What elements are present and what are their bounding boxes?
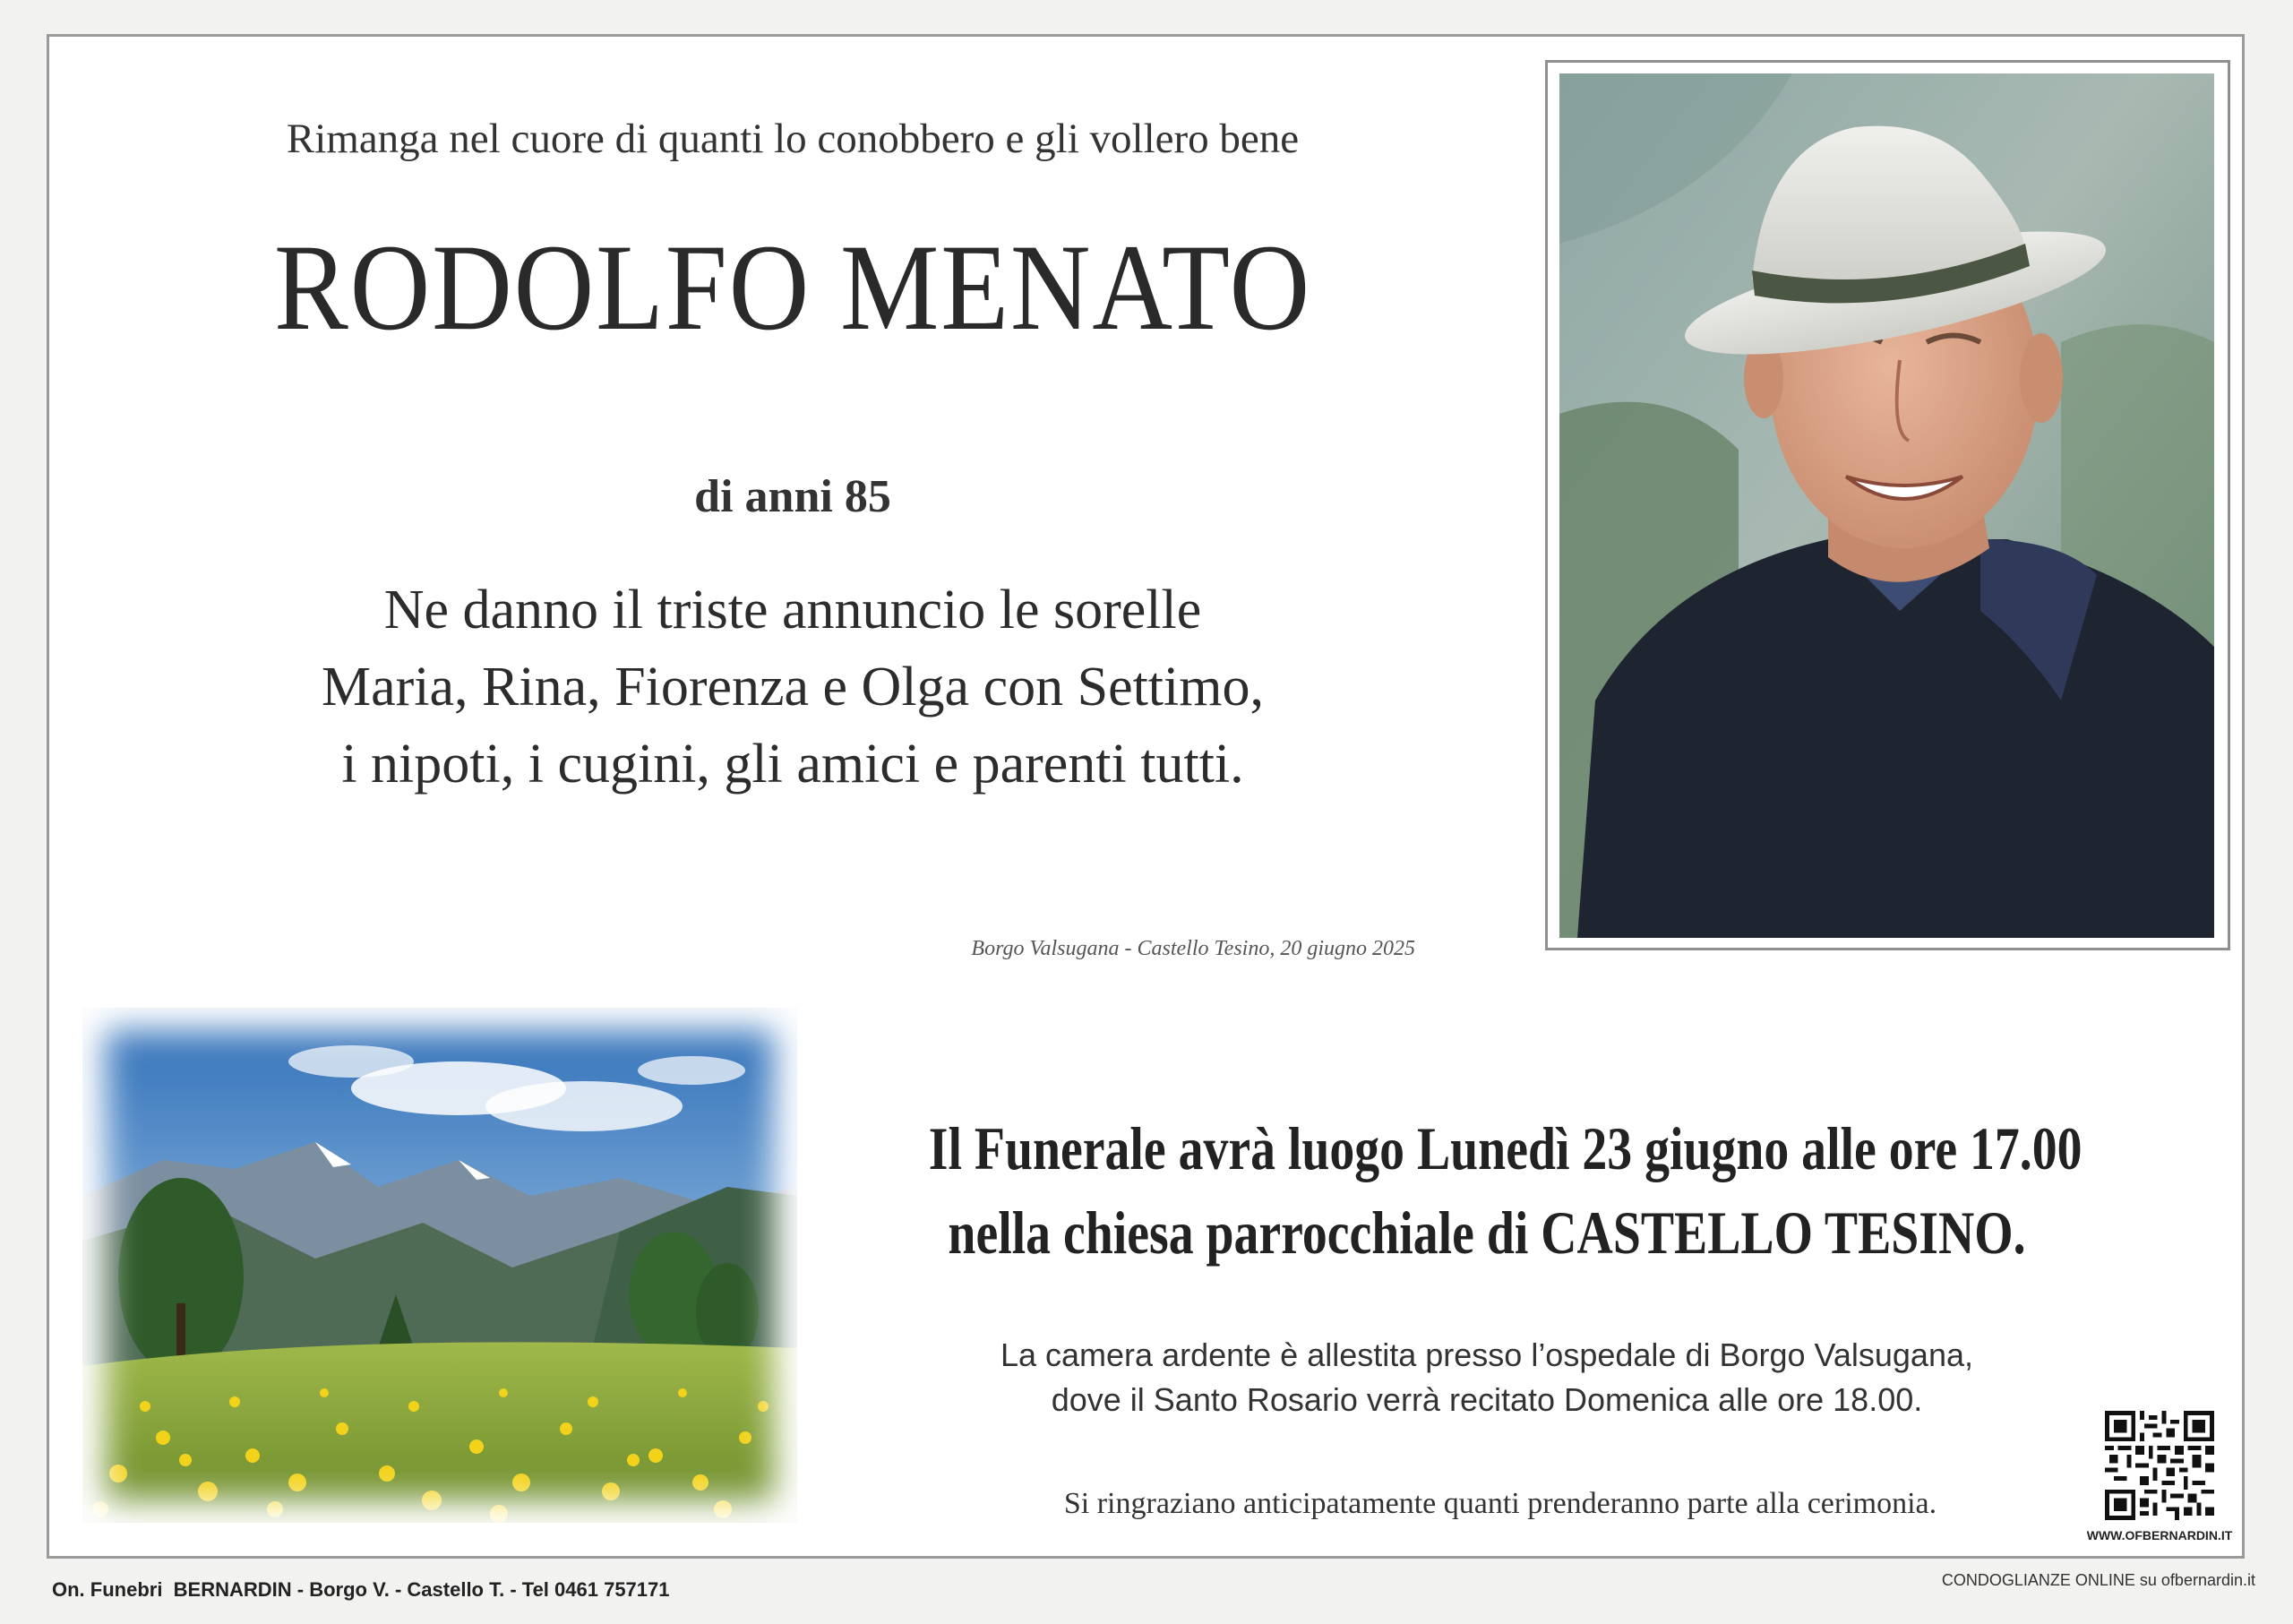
announcement-line: Maria, Rina, Fiorenza e Olga con Settimo, (321, 657, 1264, 717)
thanks-note: Si ringraziano anticipatamente quanti prenderanno parte alla cerimonia. (1063, 1487, 1937, 1520)
chapel-line: dove il Santo Rosario verrà recitato Domenica alle ore 18.00. (1051, 1381, 1923, 1418)
landscape-photo (82, 1008, 797, 1523)
announcement-line: Ne danno il triste annuncio le sorelle (383, 580, 1202, 640)
agency-info: On. Funebri BERNARDIN - Borgo V. - Castello T. - Tel 0461 757171 (52, 1578, 670, 1601)
announcement-line: i nipoti, i cugini, gli amici e parenti tutti. (341, 734, 1244, 795)
funeral-line: nella chiesa parrocchiale di CASTELLO TESINO. (948, 1199, 2026, 1267)
funeral-line: Il Funerale avrà luogo Lunedì 23 giugno alle ore 17.00 (928, 1114, 2083, 1182)
announcement (107, 571, 1478, 803)
qr-url: WWW.OFBERNARDIN.IT (2086, 1528, 2233, 1542)
condolences-link[interactable]: CONDOGLIANZE ONLINE su ofbernardin.it (1941, 1571, 2255, 1589)
portrait-illustration (1559, 73, 2214, 938)
epigraph: Rimanga nel cuore di quanti lo conobbero e gli vollero bene (286, 116, 1300, 162)
portrait-photo (1559, 73, 2214, 938)
place-date: Borgo Valsugana - Castello Tesino, 20 giugno 2025 (971, 937, 1415, 960)
qr-code-icon (2105, 1411, 2214, 1520)
landscape-illustration (82, 1008, 797, 1523)
deceased-name: RODOLFO MENATO (273, 219, 1312, 356)
funeral-details (928, 1106, 2083, 1275)
deceased-age: di anni 85 (694, 471, 891, 522)
chapel-line: La camera ardente è allestita presso l’ospedale di Borgo Valsugana, (1000, 1336, 1973, 1373)
chapel-info (806, 1333, 2168, 1422)
